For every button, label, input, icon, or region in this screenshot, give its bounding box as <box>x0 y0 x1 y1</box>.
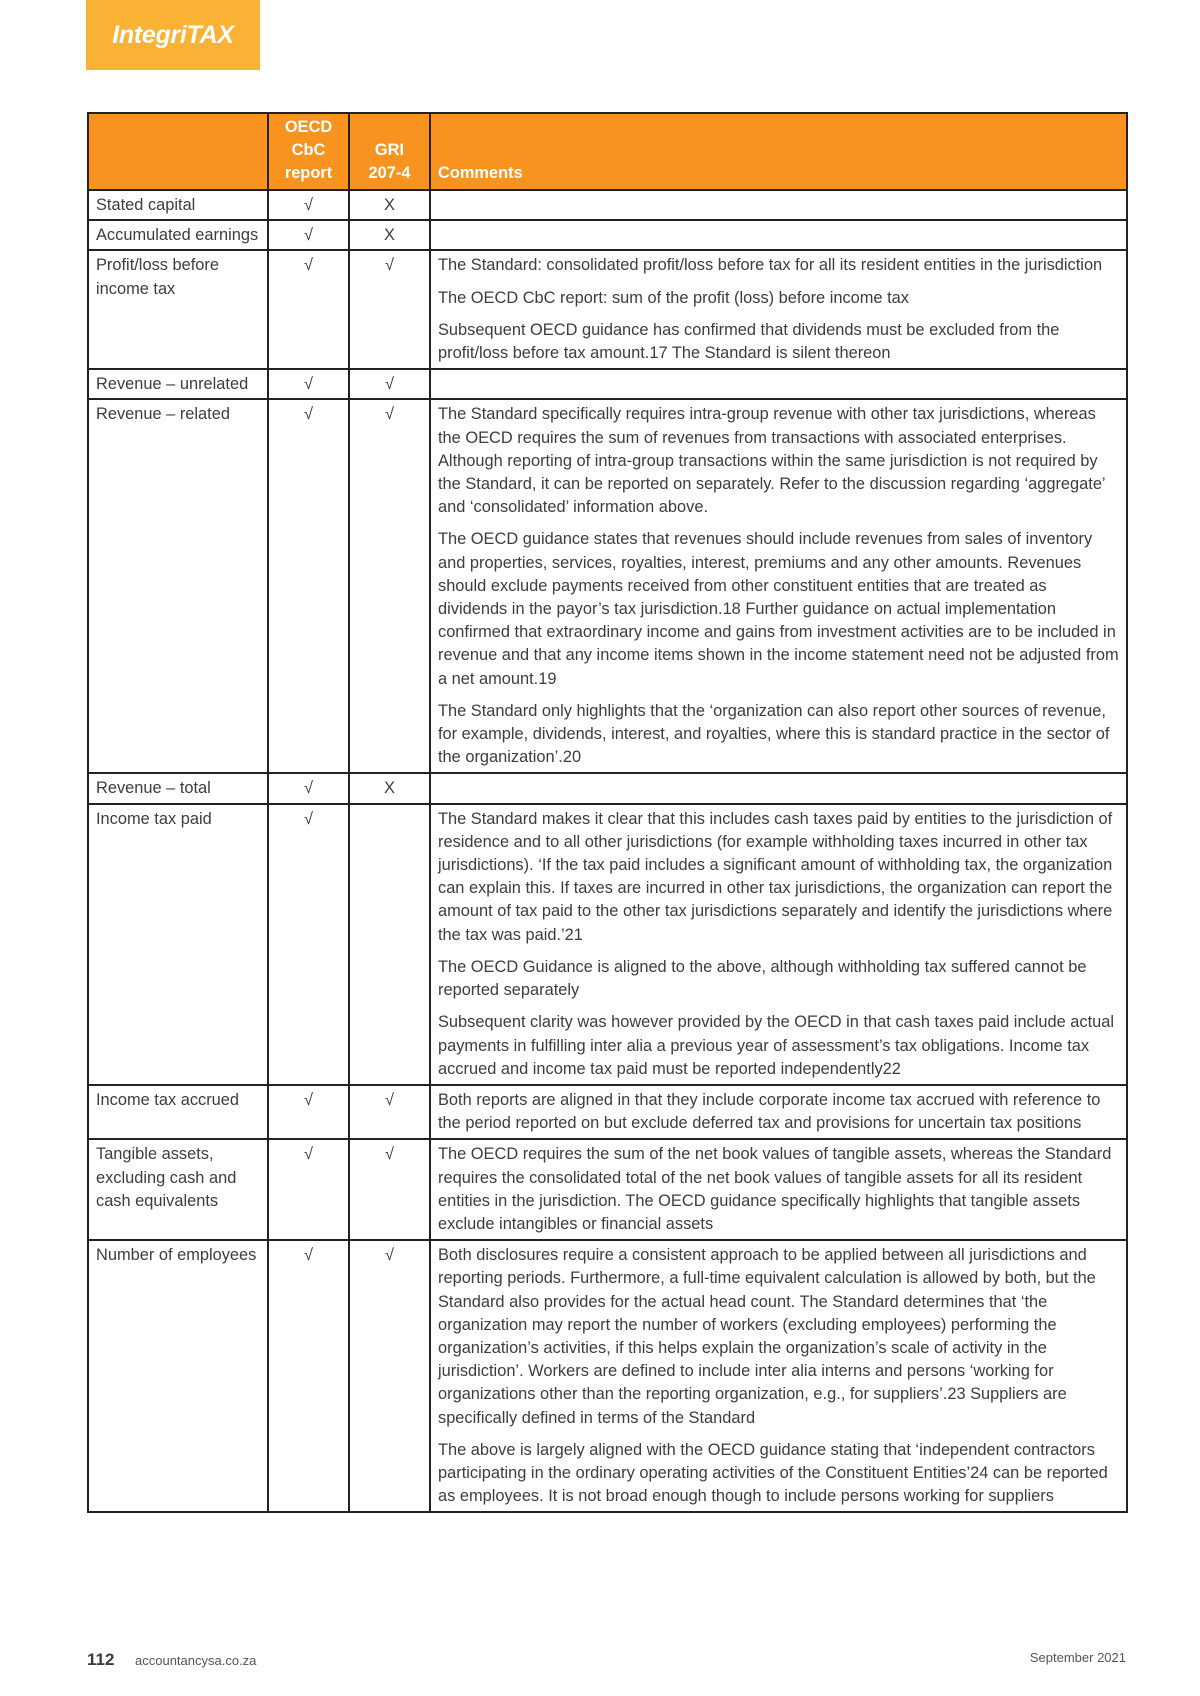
row-comments <box>430 804 1127 1085</box>
gri-mark <box>349 804 430 1085</box>
oecd-mark: √ <box>268 369 349 399</box>
table-row <box>88 1085 1127 1139</box>
table-row <box>88 1240 1127 1512</box>
row-item-label: Revenue – total <box>88 773 268 803</box>
row-comments <box>430 190 1127 220</box>
row-item-label: Income tax accrued <box>88 1085 268 1139</box>
header-gri-line-1: GRI <box>374 141 405 159</box>
footer-site: accountancysa.co.za <box>135 1653 257 1668</box>
row-comments <box>430 250 1127 369</box>
comment-paragraph: The OECD guidance states that revenues should include revenues from sales of inventory and properties, services, royalties, interest, premiums and any other amounts. Revenues should exclude payments received from other constituent entities that are treated as dividends in the payor’s tax jurisdiction.18 Further guidance on actual implementation confirmed that extraordinary income and gains from investment activities are to be included in revenue and that any income items shown in the income statement need not be adjusted from a net amount.19 <box>438 530 1119 688</box>
row-item-label: Stated capital <box>88 190 268 220</box>
gri-mark: X <box>349 190 430 220</box>
table-body <box>88 190 1127 1512</box>
row-comments <box>430 773 1127 803</box>
oecd-mark: √ <box>268 1240 349 1512</box>
row-comments <box>430 220 1127 250</box>
row-item-label: Accumulated earnings <box>88 220 268 250</box>
header-gri-207-4 <box>349 113 430 190</box>
header-oecd-line-3: report <box>284 164 333 182</box>
header-comments: Comments <box>430 113 1127 190</box>
gri-mark: √ <box>349 1240 430 1512</box>
comment-paragraph: The OECD requires the sum of the net book values of tangible assets, whereas the Standard requires the consolidated total of the net book values of tangible assets for all its resident entities in the jurisdiction. The OECD guidance specifically highlights that tangible assets exclude intangibles or financial assets <box>438 1145 1112 1233</box>
row-comments <box>430 1085 1127 1139</box>
comment-paragraph: Both reports are aligned in that they include corporate income tax accrued with reference to the period reported on but exclude deferred tax and provisions for uncertain tax positions <box>438 1090 1101 1133</box>
comment-paragraph: The OECD Guidance is aligned to the above, although withholding tax suffered cannot be reported separately <box>438 957 1087 1000</box>
comment-paragraph: The Standard only highlights that the ‘organization can also report other sources of revenue, for example, dividends, interest, and royalties, where this is standard practice in the sector of the organization’.20 <box>438 701 1110 767</box>
header-gri-line-2: 207-4 <box>368 164 411 182</box>
row-item-label: Revenue – unrelated <box>88 369 268 399</box>
comment-paragraph: Subsequent clarity was however provided by the OECD in that cash taxes paid include actual payments in fulfilling inter alia a previous year of assessment’s tax obligations. Income tax accrued and income tax paid must be reported independently22 <box>438 1013 1115 1078</box>
logo-text: IntegriTAX <box>112 20 234 49</box>
gri-mark: √ <box>349 369 430 399</box>
gri-mark: √ <box>349 1085 430 1139</box>
oecd-mark: √ <box>268 773 349 803</box>
comment-paragraph: The above is largely aligned with the OECD guidance stating that ‘independent contractors participating in the ordinary operating activities of the Constituent Entities’24 can be reported as employees. It is not broad enough though to include persons working for suppliers <box>438 1440 1108 1506</box>
row-item-label: Profit/loss before income tax <box>88 250 268 369</box>
comment-paragraph: Subsequent OECD guidance has confirmed that dividends must be excluded from the profit/loss before tax amount.17 The Standard is silent thereon <box>438 320 1060 363</box>
comment-paragraph: The Standard makes it clear that this includes cash taxes paid by entities to the jurisdiction of residence and to all other jurisdictions (for example withholding taxes incurred in other tax jurisdictions). ‘If the tax paid includes a significant amount of withholding tax, the organization can explain this. If taxes are incurred in other tax jurisdictions, the organization can report the amount of tax paid to the other tax jurisdictions separately and identify the jurisdictions where the tax was paid.’21 <box>438 809 1113 944</box>
oecd-mark: √ <box>268 190 349 220</box>
row-comments <box>430 1240 1127 1512</box>
row-item-label: Revenue – related <box>88 399 268 773</box>
row-comments <box>430 369 1127 399</box>
table-row <box>88 250 1127 369</box>
gri-mark: √ <box>349 1139 430 1240</box>
comment-paragraph: The OECD CbC report: sum of the profit (loss) before income tax <box>438 288 909 307</box>
table-header-row <box>88 113 1127 190</box>
footer-date: September 2021 <box>1029 1650 1126 1665</box>
table-row <box>88 399 1127 773</box>
comment-paragraph: Both disclosures require a consistent approach to be applied between all jurisdictions and reporting periods. Furthermore, a full-time equivalent calculation is allowed by both, but the Standard also provides for the actual head count. The Standard determines that ‘the organization may report the number of workers (excluding employees) performing the organization’s activities, if this helps explain the organization’s scale of activity in the jurisdiction’. Workers are defined to include inter alia interns and persons ‘working for organizations other than the reporting organization, e.g., for suppliers’.23 Suppliers are specifically defined in terms of the Standard <box>438 1246 1096 1427</box>
table-row <box>88 220 1127 250</box>
comment-paragraph: The Standard: consolidated profit/loss before tax for all its resident entities in the jurisdiction <box>438 256 1103 275</box>
oecd-mark: √ <box>268 250 349 369</box>
header-oecd-cbc-report <box>268 113 349 190</box>
oecd-mark: √ <box>268 1139 349 1240</box>
table-row <box>88 804 1127 1085</box>
row-comments <box>430 1139 1127 1240</box>
header-item <box>88 113 268 190</box>
row-item-label: Number of employees <box>88 1240 268 1512</box>
oecd-mark: √ <box>268 399 349 773</box>
header-oecd-line-1: OECD <box>284 118 333 136</box>
row-item-label: Income tax paid <box>88 804 268 1085</box>
gri-mark: X <box>349 220 430 250</box>
table-row <box>88 773 1127 803</box>
gri-mark: √ <box>349 250 430 369</box>
table-row <box>88 190 1127 220</box>
gri-mark: X <box>349 773 430 803</box>
oecd-mark: √ <box>268 220 349 250</box>
table-row <box>88 369 1127 399</box>
gri-mark: √ <box>349 399 430 773</box>
oecd-mark: √ <box>268 804 349 1085</box>
row-comments <box>430 399 1127 773</box>
row-item-label: Tangible assets, excluding cash and cash equivalents <box>88 1139 268 1240</box>
oecd-mark: √ <box>268 1085 349 1139</box>
table-row <box>88 1139 1127 1240</box>
integritax-logo <box>86 0 260 70</box>
header-oecd-line-2: CbC <box>291 141 326 159</box>
comparison-table <box>87 112 1128 1513</box>
comment-paragraph: The Standard specifically requires intra-group revenue with other tax jurisdictions, whereas the OECD requires the sum of revenues from transactions with associated enterprises. Although reporting of intra-group transactions within the same jurisdiction is not required by the Standard, it can be reported on separately. Refer to the discussion regarding ‘aggregate’ and ‘consolidated’ information above. <box>438 405 1105 517</box>
page-number: 112 <box>87 1650 115 1669</box>
